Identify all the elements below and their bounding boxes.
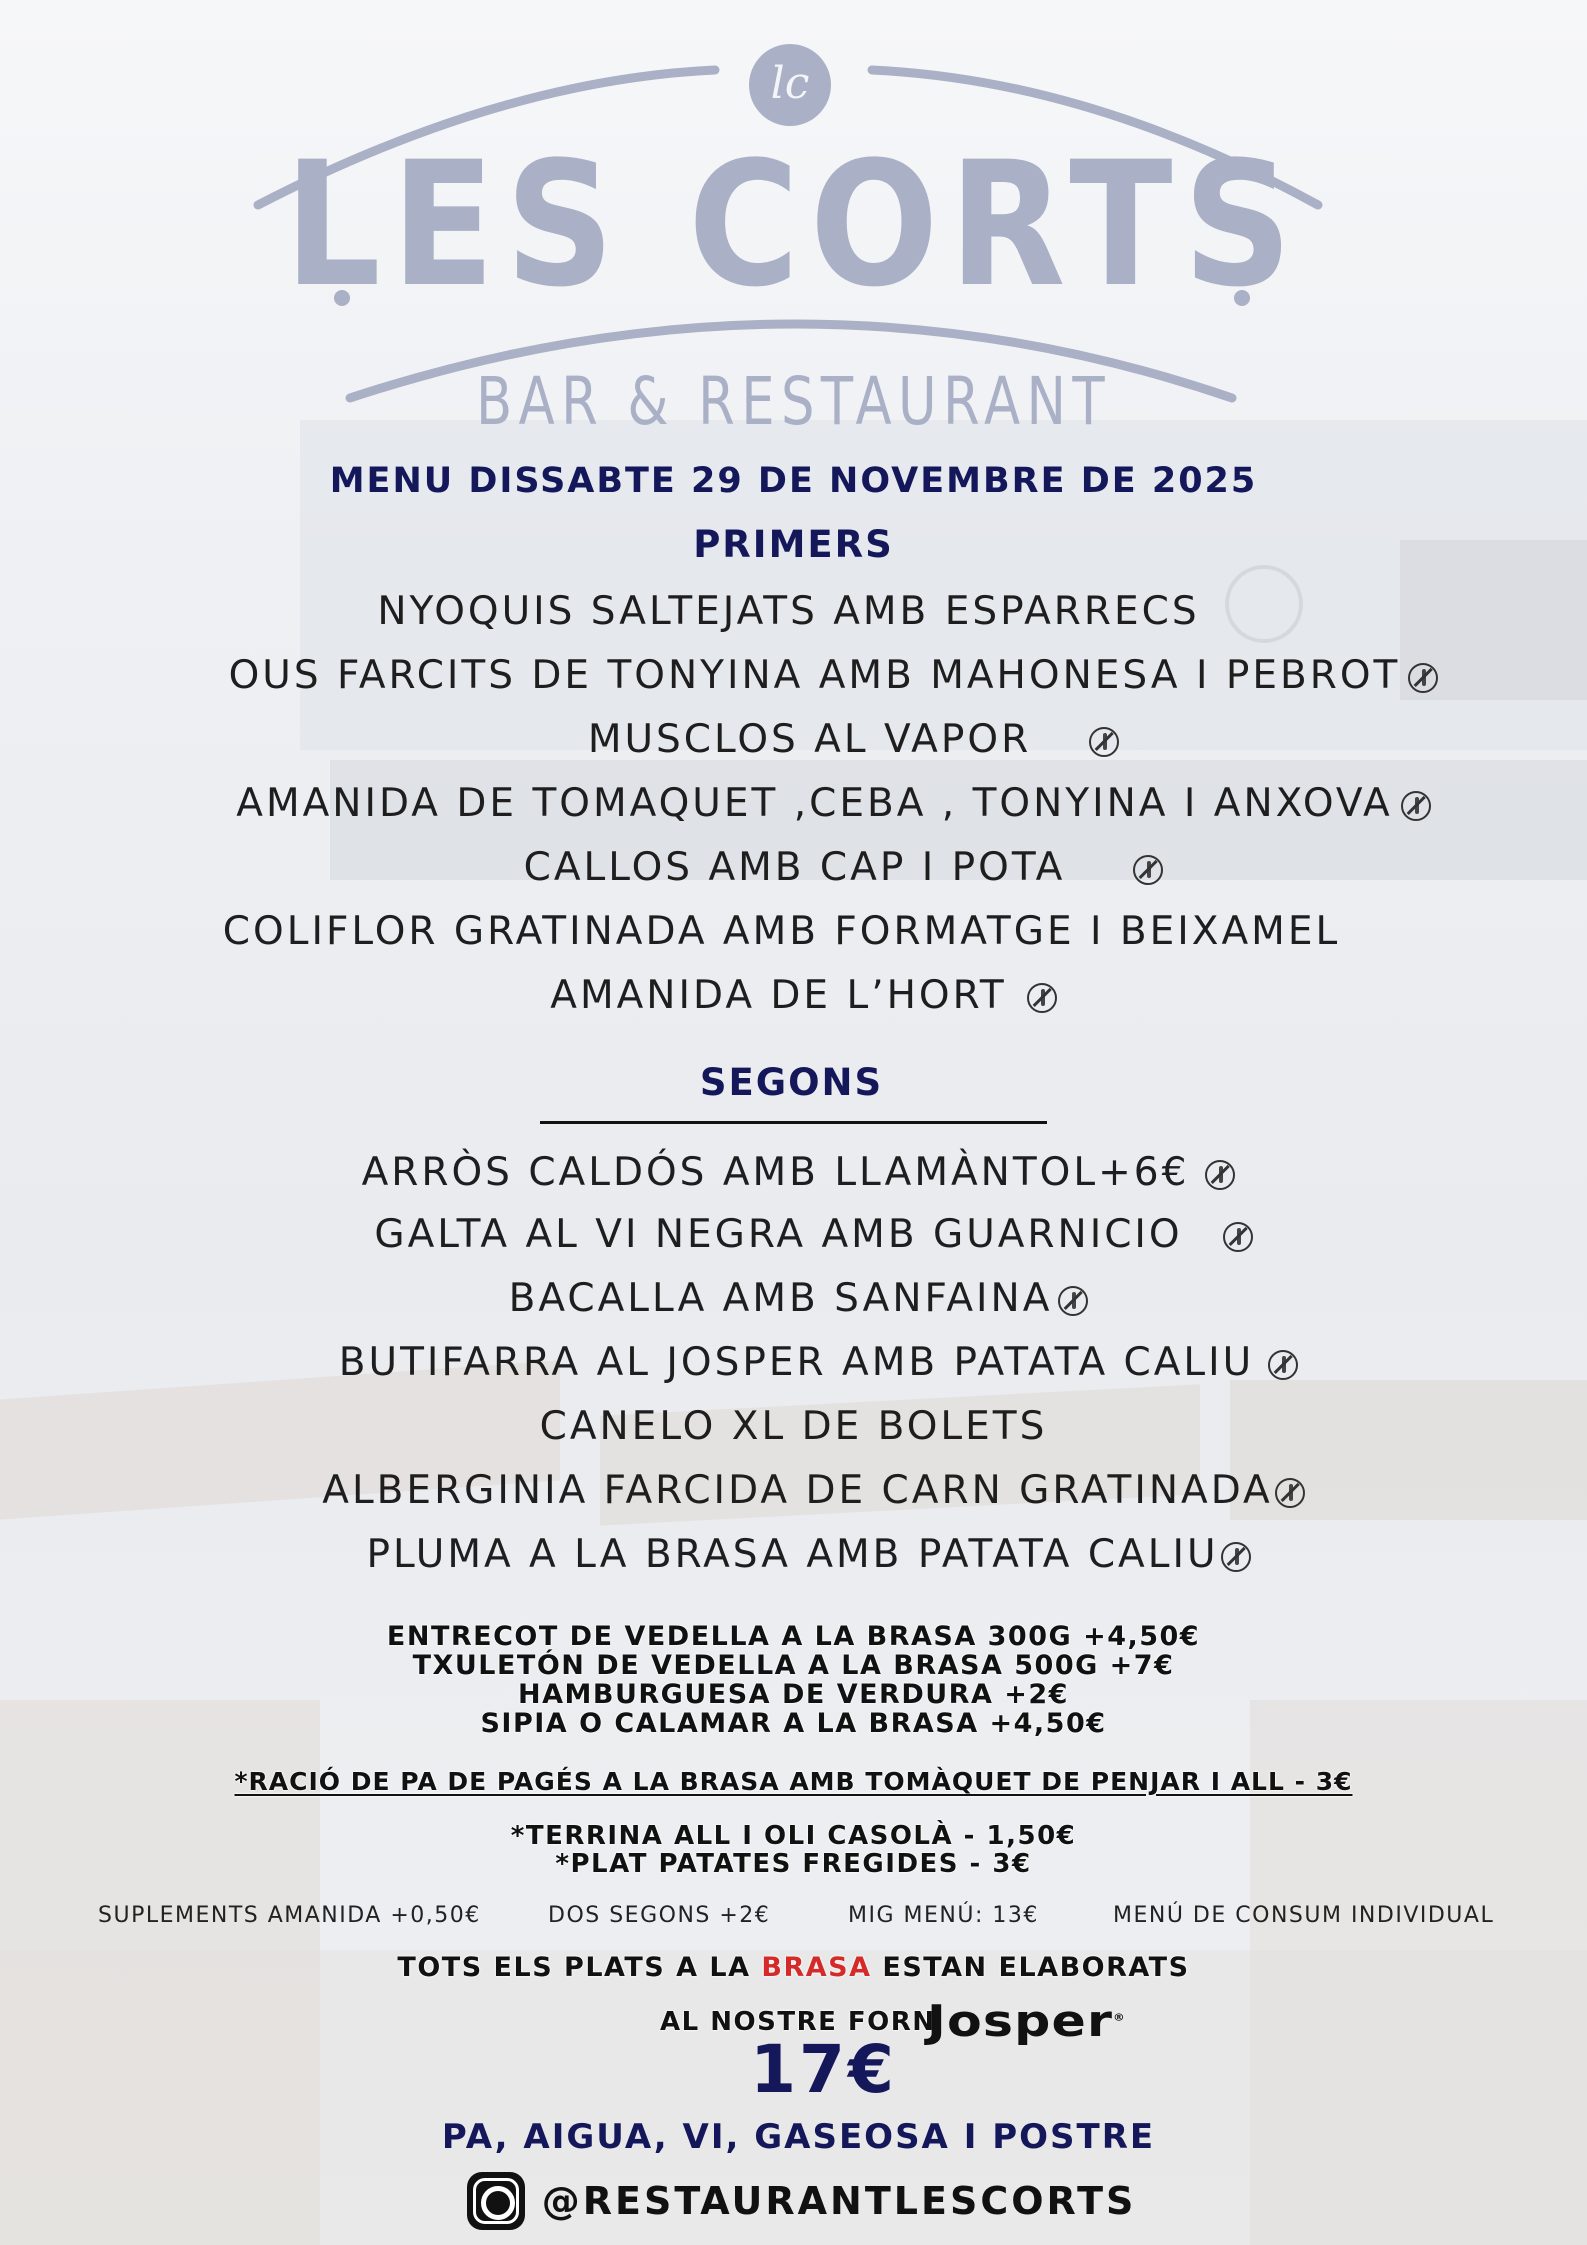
gluten-free-icon: [1401, 791, 1431, 821]
supplement-individual: MENÚ DE CONSUM INDIVIDUAL: [1113, 1903, 1495, 1928]
supplement-salad: SUPLEMENTS AMANIDA +0,50€: [98, 1903, 481, 1928]
logo-tagline: BAR & RESTAURANT: [475, 363, 1112, 440]
instagram-handle[interactable]: @RESTAURANTLESCORTS: [541, 2179, 1137, 2223]
segon-item-7-label: PLUMA A LA BRASA AMB PATATA CALIU: [366, 1532, 1219, 1577]
primer-item-6: [0, 906, 1575, 958]
gluten-free-icon: [1133, 855, 1163, 885]
gluten-free-icon: [1268, 1350, 1298, 1380]
side-item-2: *PLAT PATATES FREGIDES - 3€: [555, 1849, 1032, 1879]
primer-item-1: [0, 586, 1582, 638]
primer-item-2: [40, 650, 1587, 702]
segon-item-3-label: BACALLA AMB SANFAINA: [508, 1276, 1053, 1321]
primer-item-7-label: AMANIDA DE L’HORT: [550, 973, 1007, 1018]
segons-heading: SEGONS: [699, 1061, 884, 1104]
bread-note: *RACIÓ DE PA DE PAGÉS A LA BRASA AMB TOMÀQUET DE PENJAR I ALL - 3€: [234, 1767, 1353, 1796]
josper-logo: Josper®: [927, 1996, 1126, 2047]
segon-item-7: [15, 1529, 1587, 1581]
primer-item-3: [60, 714, 1587, 766]
segon-item-6-label: ALBERGINIA FARCIDA DE CARN GRATINADA: [322, 1468, 1273, 1513]
gluten-free-icon: [1027, 983, 1057, 1013]
instagram-row: [8, 2172, 1587, 2242]
gluten-free-icon: [1408, 663, 1438, 693]
segon-item-2: [20, 1209, 1587, 1261]
supplement-two-mains: DOS SEGONS +2€: [548, 1903, 771, 1928]
segon-item-4: [25, 1337, 1587, 1389]
side-item-1: *TERRINA ALL I OLI CASOLÀ - 1,50€: [510, 1821, 1077, 1851]
primer-item-4: [40, 778, 1587, 830]
extra-item-1: ENTRECOT DE VEDELLA A LA BRASA 300G +4,50€: [386, 1621, 1201, 1652]
extra-item-3: HAMBURGUESA DE VERDURA +2€: [518, 1679, 1069, 1710]
gluten-free-icon: [1221, 1542, 1251, 1572]
extra-item-2: TXULETÓN DE VEDELLA A LA BRASA 500G +7€: [412, 1650, 1175, 1681]
brasa-note-after: ESTAN ELABORATS: [871, 1952, 1190, 1983]
josper-logo-text: Josper: [927, 1996, 1114, 2047]
menu-price: 17€: [750, 2031, 897, 2108]
brasa-note-highlight: BRASA: [761, 1952, 872, 1983]
gluten-free-icon: [1223, 1222, 1253, 1252]
extra-item-4: SIPIA O CALAMAR A LA BRASA +4,50€: [480, 1708, 1107, 1739]
segons-divider: [540, 1121, 1047, 1124]
segon-item-4-label: BUTIFARRA AL JOSPER AMB PATATA CALIU: [338, 1340, 1255, 1385]
logo-monogram: lc: [770, 58, 810, 109]
logo: [0, 0, 1587, 440]
menu-includes: PA, AIGUA, VI, GASEOSA I POSTRE: [441, 2117, 1156, 2157]
segon-item-3: [5, 1273, 1587, 1325]
segon-item-2-label: GALTA AL VI NEGRA AMB GUARNICIO: [374, 1212, 1183, 1257]
segon-item-6: [20, 1465, 1587, 1517]
primer-item-3-label: MUSCLOS AL VAPOR: [587, 717, 1032, 762]
primer-item-5: [50, 842, 1587, 894]
gluten-free-icon: [1275, 1478, 1305, 1508]
primers-heading: PRIMERS: [693, 523, 894, 566]
logo-name: LES CORTS: [284, 124, 1303, 325]
supplement-half-menu: MIG MENÚ: 13€: [848, 1903, 1039, 1928]
segon-item-1-label: ARRÒS CALDÓS AMB LLAMÀNTOL+6€: [361, 1150, 1190, 1195]
primer-item-7: [10, 970, 1587, 1022]
segon-item-5: [0, 1401, 1587, 1453]
menu-title: MENU DISSABTE 29 DE NOVEMBRE DE 2025: [329, 461, 1258, 501]
gluten-free-icon: [1089, 727, 1119, 757]
brasa-note-before: TOTS ELS PLATS A LA: [397, 1952, 762, 1983]
segon-item-5-label: CANELO XL DE BOLETS: [539, 1404, 1048, 1449]
primer-item-1-label: NYOQUIS SALTEJATS AMB ESPARRECS: [377, 589, 1200, 634]
instagram-icon-ring: [473, 2178, 519, 2224]
primer-item-6-label: COLIFLOR GRATINADA AMB FORMATGE I BEIXAMEL: [222, 909, 1341, 954]
brasa-note: [0, 1953, 1587, 1983]
gluten-free-icon: [1058, 1286, 1088, 1316]
primer-item-2-label: OUS FARCITS DE TONYINA AMB MAHONESA I PEBROT: [228, 653, 1401, 698]
gluten-free-icon: [1205, 1160, 1235, 1190]
segon-item-1: [5, 1147, 1587, 1199]
instagram-icon[interactable]: [467, 2172, 525, 2230]
oven-note: AL NOSTRE FORN: [660, 2007, 936, 2037]
primer-item-5-label: CALLOS AMB CAP I POTA: [523, 845, 1066, 890]
primer-item-4-label: AMANIDA DE TOMAQUET ,CEBA , TONYINA I ANXOVA: [236, 781, 1393, 826]
